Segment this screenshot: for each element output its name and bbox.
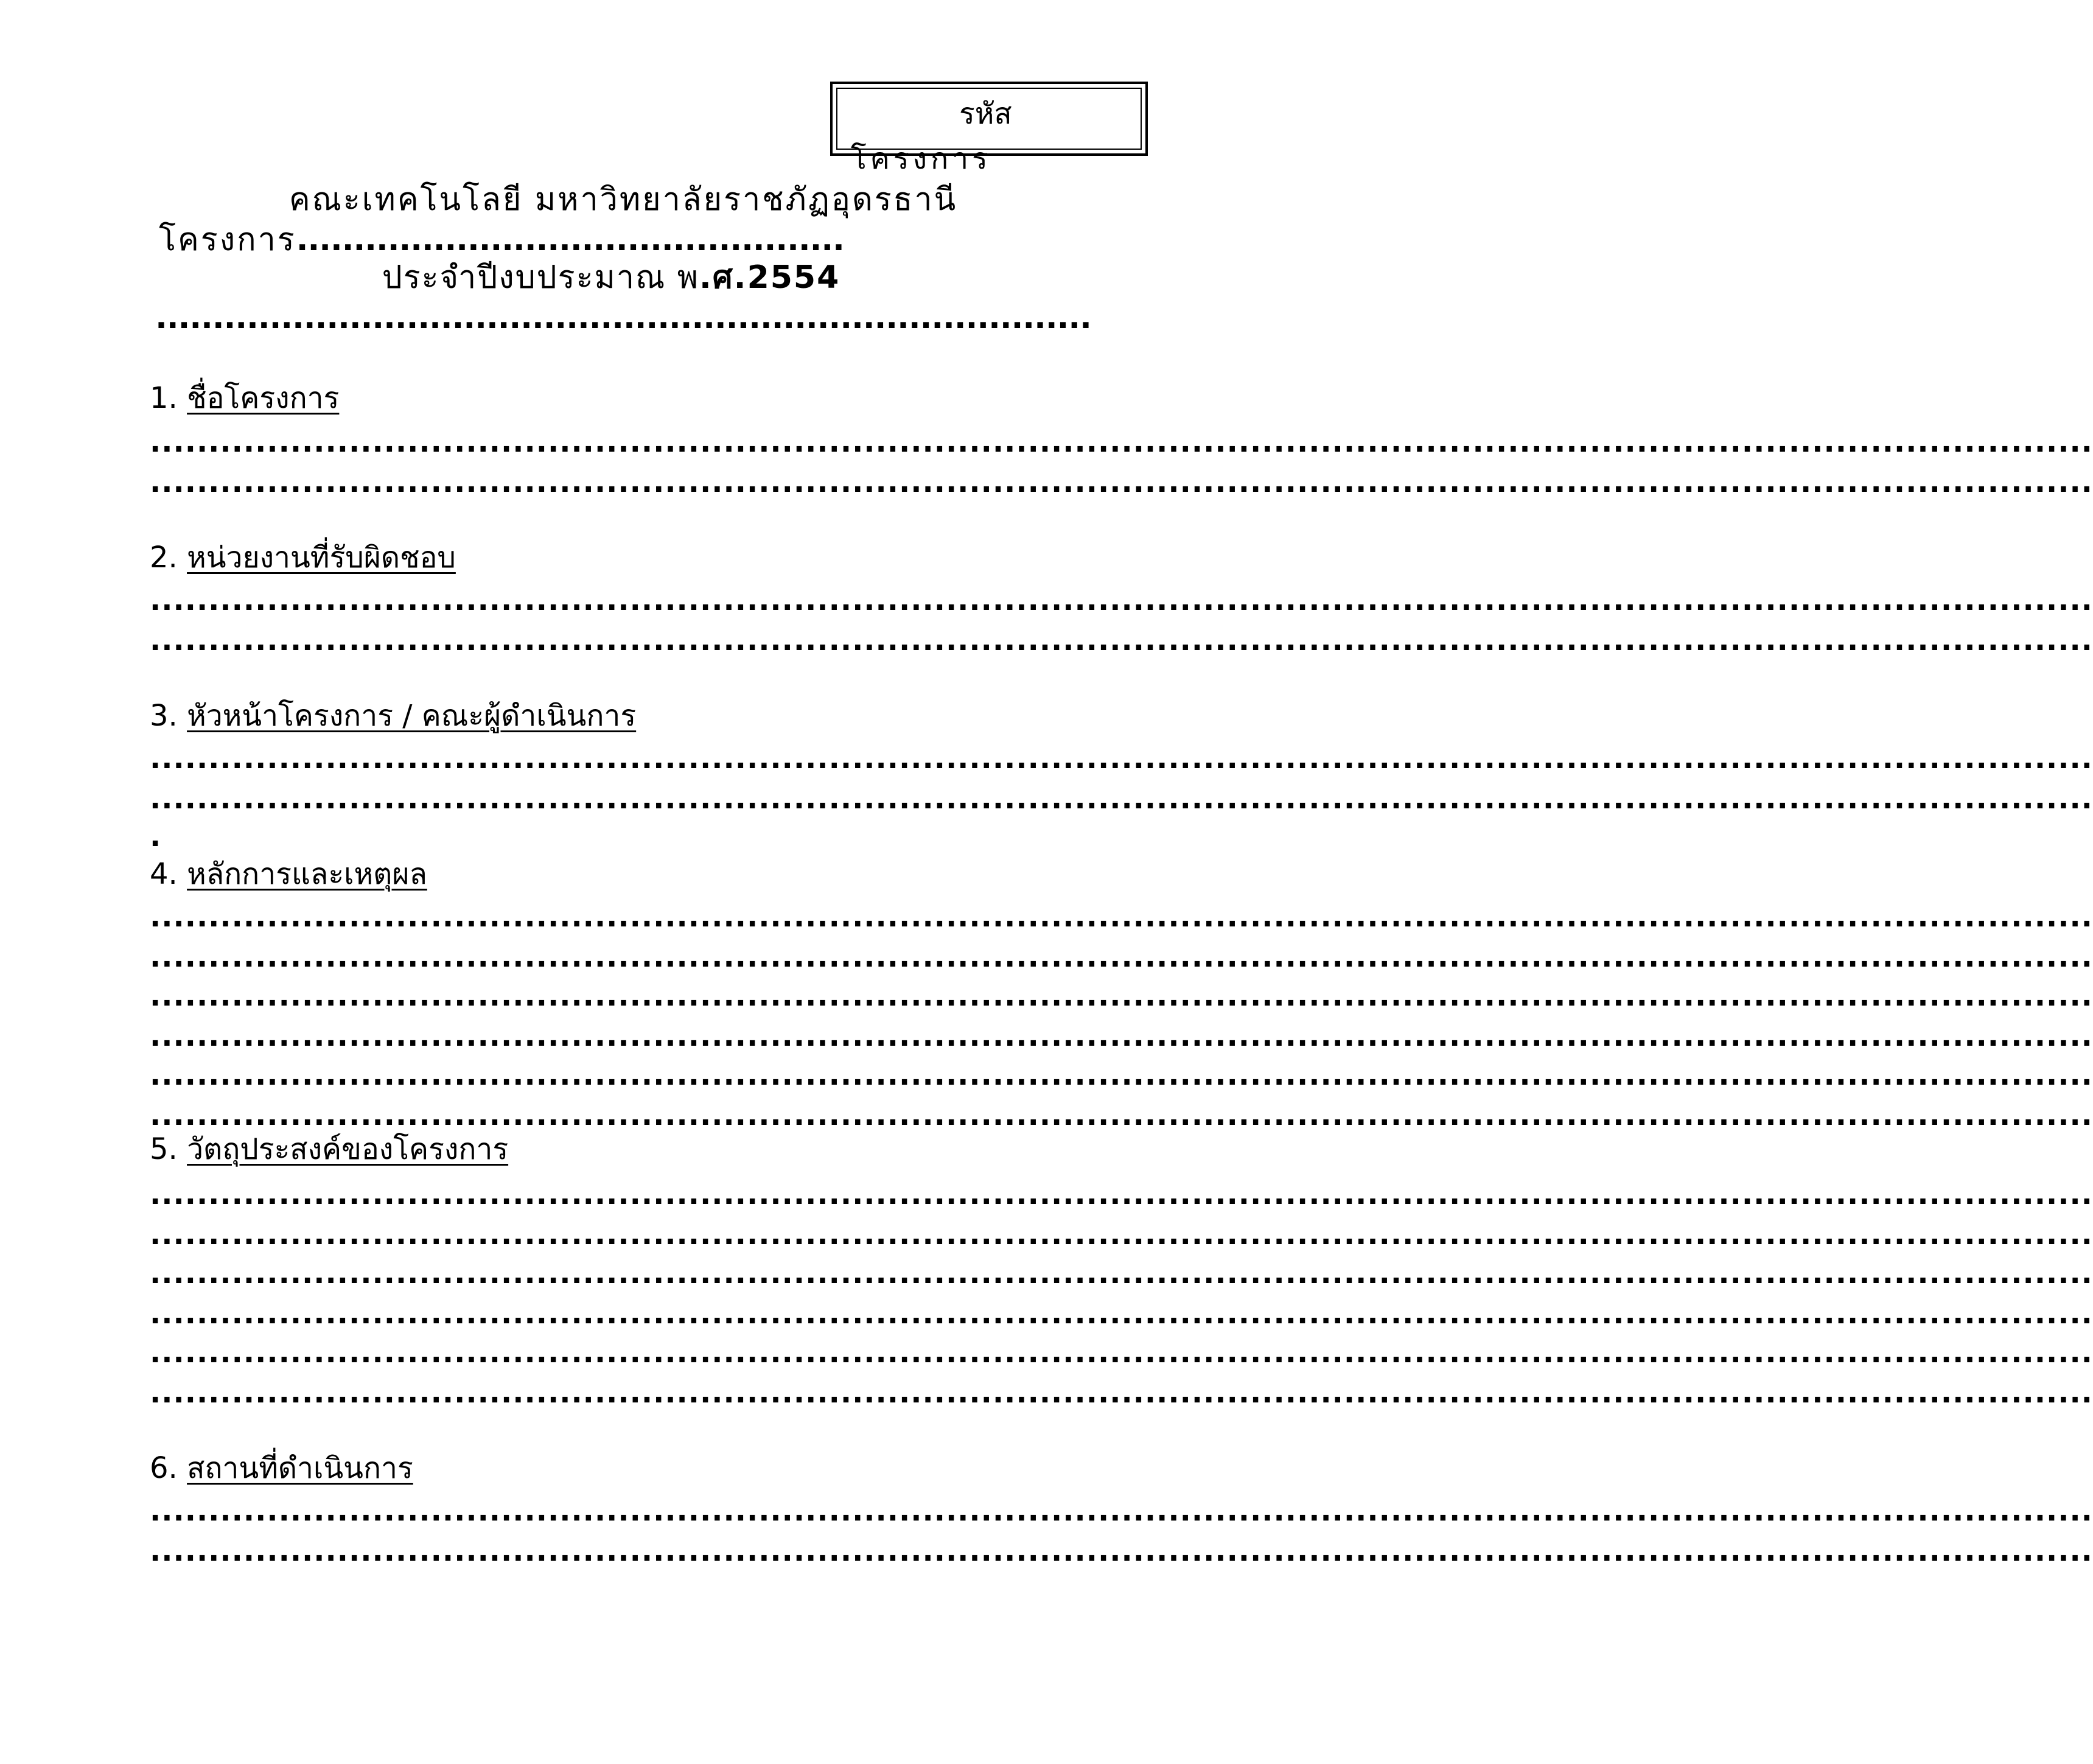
section-3-heading xyxy=(150,698,636,734)
section-2-heading xyxy=(150,539,456,576)
section-3-title: หัวหน้าโครงการ / คณะผู้ดำเนินการ xyxy=(187,699,637,733)
section-6-fill-line: ...................................................................................................................................................................... xyxy=(150,1534,2093,1568)
fiscal-year-value: .ศ.2554 xyxy=(699,259,840,296)
section-4-number: 4. xyxy=(150,857,178,891)
section-4-fill-line: ...................................................................................................................................................................... xyxy=(150,1019,2093,1053)
section-5-fill-line: ...................................................................................................................................................................... xyxy=(150,1335,2093,1370)
section-5-title: วัตถุประสงค์ของโครงการ xyxy=(187,1132,509,1166)
section-4-fill-line: ...................................................................................................................................................................... xyxy=(150,1058,2093,1092)
section-4-fill-line: ...................................................................................................................................................................... xyxy=(150,1098,2093,1132)
section-2-title: หน่วยงานที่รับผิดชอบ xyxy=(187,541,456,575)
section-6-heading xyxy=(150,1450,413,1486)
section-1-number: 1. xyxy=(150,381,178,415)
section-2-number: 2. xyxy=(150,541,178,575)
section-1-fill-line: ...................................................................................................................................................................... xyxy=(150,425,2093,459)
section-4-heading xyxy=(150,856,427,892)
section-5-fill-line: ...................................................................................................................................................................... xyxy=(150,1177,2093,1211)
project-code-cut-text: โครงการ xyxy=(851,142,991,176)
faculty-university-title: คณะเทคโนโลยี มหาวิทยาลัยราชภัฏอุดรธานี xyxy=(288,181,958,218)
section-6-fill-line: ...................................................................................................................................................................... xyxy=(150,1494,2093,1528)
section-1-heading xyxy=(150,380,339,416)
section-5-fill-line: ...................................................................................................................................................................... xyxy=(150,1297,2093,1331)
section-5-number: 5. xyxy=(150,1132,178,1166)
project-name-header-label: โครงการ xyxy=(159,222,296,258)
section-5-heading xyxy=(150,1131,508,1167)
section-5-fill-line: ...................................................................................................................................................................... xyxy=(150,1217,2093,1251)
section-1-fill-line: ...................................................................................................................................................................... xyxy=(150,465,2093,499)
header-dotted-line: .................................................................................. xyxy=(155,299,1091,336)
project-name-header-dots: ................................................ xyxy=(296,222,844,258)
fiscal-year-header xyxy=(0,258,1234,297)
section-2-fill-line: ...................................................................................................................................................................... xyxy=(150,583,2093,617)
section-4-fill-line: ...................................................................................................................................................................... xyxy=(150,979,2093,1013)
section-5-fill-line: ...................................................................................................................................................................... xyxy=(150,1256,2093,1290)
section-6-title: สถานที่ดำเนินการ xyxy=(187,1451,413,1485)
section-1-title: ชื่อโครงการ xyxy=(187,381,340,415)
section-6-number: 6. xyxy=(150,1451,178,1485)
section-3-fill-line: ...................................................................................................................................................................... xyxy=(150,741,2093,775)
section-2-fill-line: ...................................................................................................................................................................... xyxy=(150,623,2093,657)
section-4-fill-line: ...................................................................................................................................................................... xyxy=(150,900,2093,934)
project-code-label: รหัส xyxy=(959,97,1012,131)
section-3-fill-line: ...................................................................................................................................................................... xyxy=(150,782,2093,816)
section-3-number: 3. xyxy=(150,699,178,733)
project-code-box xyxy=(830,82,1148,176)
section-4-title: หลักการและเหตุผล xyxy=(187,857,427,891)
project-name-header xyxy=(0,220,1125,259)
section-5-fill-line: ...................................................................................................................................................................... xyxy=(150,1376,2093,1410)
section-3-trailing-dot: . xyxy=(150,819,161,853)
fiscal-year-label: ประจำปีงบประมาณ พ xyxy=(382,259,700,296)
section-4-fill-line: ...................................................................................................................................................................... xyxy=(150,940,2093,974)
